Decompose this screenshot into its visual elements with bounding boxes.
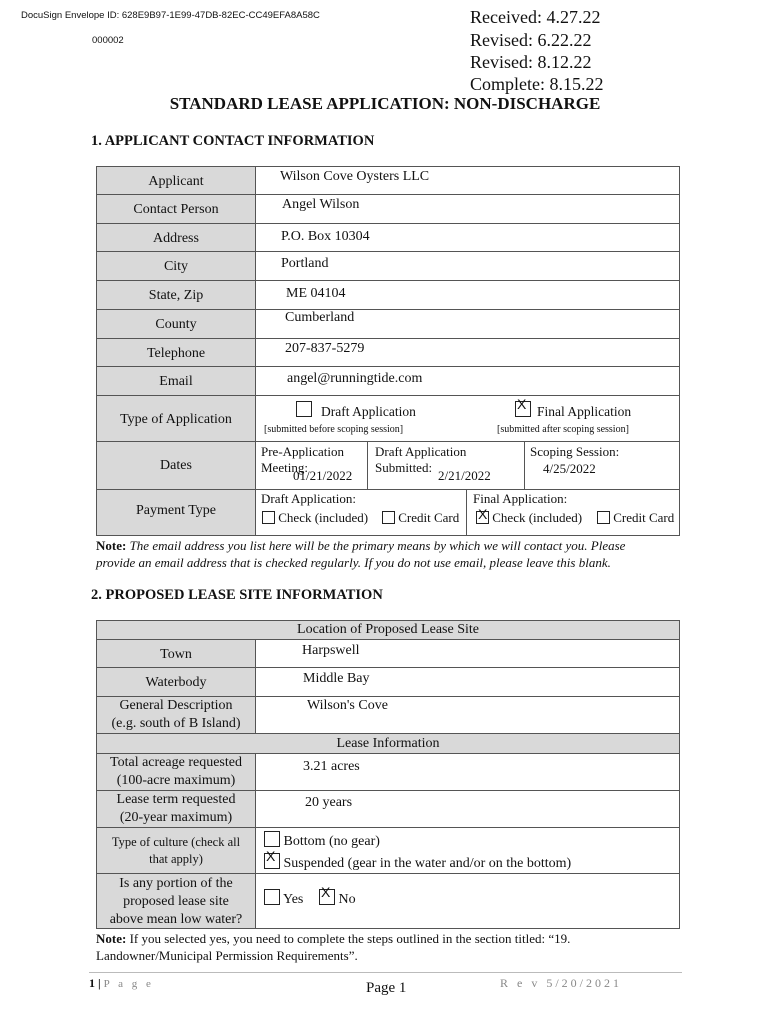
- county-value[interactable]: Cumberland: [285, 310, 355, 325]
- state-zip-label: State, Zip: [148, 288, 204, 303]
- draft-credit-checkbox[interactable]: [382, 511, 395, 524]
- draft-credit-label: Credit Card: [398, 510, 460, 525]
- email-note: [96, 538, 696, 571]
- address-label: Address: [153, 231, 199, 246]
- footer-divider: [89, 972, 682, 973]
- note-text-line-1: The email address you list here will be the primary means by which we will contact you. Please: [129, 538, 626, 553]
- portion-yes-checkbox[interactable]: [264, 889, 280, 905]
- lease-term-value[interactable]: 20 years: [305, 795, 353, 810]
- culture-suspended-option[interactable]: [264, 848, 572, 872]
- payment-type-label: Payment Type: [135, 503, 217, 518]
- contact-person-value[interactable]: Angel Wilson: [282, 197, 360, 212]
- portion-above-label-2: proposed lease site: [123, 894, 229, 909]
- applicant-label: Applicant: [148, 174, 204, 189]
- email-value[interactable]: angel@runningtide.com: [287, 371, 423, 386]
- draft-check-label: Check (included): [278, 510, 369, 525]
- final-check-checkbox[interactable]: [476, 506, 489, 524]
- draft-submitted-date[interactable]: 2/21/2022: [438, 468, 491, 483]
- draft-submitted-label: Draft Application: [375, 444, 467, 459]
- general-description-label: General Description: [119, 698, 233, 713]
- scoping-session-label: Scoping Session:: [530, 444, 620, 459]
- final-payment-credit-option[interactable]: [597, 510, 674, 526]
- waterbody-value[interactable]: Middle Bay: [303, 671, 370, 686]
- portion-no-checkbox[interactable]: [319, 884, 335, 905]
- section-1-heading: 1. APPLICANT CONTACT INFORMATION: [91, 133, 375, 149]
- draft-payment-heading: Draft Application:: [261, 491, 356, 506]
- culture-bottom-checkbox[interactable]: [264, 831, 280, 847]
- telephone-label: Telephone: [146, 346, 206, 361]
- document-number: 000002: [92, 35, 124, 46]
- telephone-value[interactable]: 207-837-5279: [285, 341, 365, 356]
- portion-above-label: Is any portion of the: [119, 876, 233, 891]
- checkmark-x-icon: X: [478, 506, 488, 522]
- stamp-received: Received: 4.27.22: [470, 7, 601, 27]
- acreage-value[interactable]: 3.21 acres: [303, 759, 360, 774]
- stamp-revised-2: Revised: 8.12.22: [470, 52, 592, 72]
- note-text-line-2: provide an email address that is checked regularly. If you do not use email, please leave this blank.: [96, 554, 611, 570]
- city-value[interactable]: Portland: [281, 256, 329, 271]
- page-number: 1: [89, 976, 95, 990]
- acreage-maximum-label: (100-acre maximum): [116, 773, 236, 788]
- city-label: City: [163, 259, 189, 274]
- county-label: County: [155, 317, 197, 332]
- final-application-note: [submitted after scoping session]: [497, 424, 629, 435]
- culture-type-label: Type of culture (check all: [111, 835, 241, 849]
- culture-suspended-label: Suspended (gear in the water and/or on the bottom): [283, 856, 572, 871]
- portion-no-option[interactable]: [319, 884, 356, 908]
- draft-submitted-sublabel: Submitted:: [375, 460, 433, 475]
- page-word: P a g e: [103, 978, 154, 990]
- portion-yes-label: Yes: [282, 892, 304, 907]
- portion-yes-option[interactable]: [264, 889, 303, 908]
- pre-application-label: Pre-Application: [261, 444, 345, 459]
- portion-no-label: No: [338, 892, 356, 907]
- final-credit-checkbox[interactable]: [597, 511, 610, 524]
- page-label: Page 1: [366, 980, 407, 996]
- draft-application-checkbox[interactable]: [296, 401, 312, 420]
- location-header: Location of Proposed Lease Site: [297, 622, 479, 637]
- draft-application-option: Draft Application: [321, 404, 416, 419]
- general-description-value[interactable]: Wilson's Cove: [307, 698, 388, 713]
- checkmark-x-icon: X: [321, 884, 331, 900]
- note-bold: Note:: [96, 538, 127, 553]
- lease-term-label: Lease term requested: [116, 792, 236, 807]
- general-description-example: (e.g. south of B Island): [111, 716, 241, 731]
- lease-term-maximum-label: (20-year maximum): [119, 810, 233, 825]
- waterbody-label: Waterbody: [145, 675, 207, 690]
- applicant-value[interactable]: Wilson Cove Oysters LLC: [280, 169, 430, 184]
- note-bold: Note:: [96, 931, 127, 946]
- culture-suspended-checkbox[interactable]: [264, 848, 280, 869]
- footer-page-number: 1 | P a g e: [89, 976, 154, 990]
- permission-note: [96, 931, 696, 964]
- draft-application-note: [submitted before scoping session]: [264, 424, 404, 435]
- scoping-session-date[interactable]: 4/25/2022: [543, 461, 596, 476]
- draft-check-checkbox[interactable]: [262, 511, 275, 524]
- final-application-option: Final Application: [537, 404, 632, 419]
- final-payment-check-option[interactable]: [476, 506, 583, 526]
- note-line-2: Landowner/Municipal Permission Requirements”.: [96, 947, 358, 963]
- pre-application-meeting-label: Meeting:: [261, 460, 308, 475]
- checkmark-x-icon: X: [517, 396, 527, 412]
- checkmark-x-icon: X: [266, 848, 276, 864]
- envelope-id: DocuSign Envelope ID: 628E9B97-1E99-47DB-82EC-CC49EFA8A58C: [21, 10, 320, 21]
- town-label: Town: [160, 647, 192, 662]
- culture-bottom-label: Bottom (no gear): [283, 834, 380, 849]
- stamp-complete: Complete: 8.15.22: [470, 74, 604, 94]
- final-credit-label: Credit Card: [613, 510, 675, 525]
- total-acreage-label: Total acreage requested: [110, 755, 242, 770]
- final-payment-heading: Final Application:: [473, 491, 568, 506]
- draft-payment-credit-option[interactable]: [382, 510, 459, 526]
- final-application-checkbox[interactable]: [515, 396, 531, 420]
- final-check-label: Check (included): [492, 510, 583, 525]
- pre-application-date[interactable]: 01/21/2022: [293, 468, 353, 483]
- note-line-1: If you selected yes, you need to complete the steps outlined in the section titled: “19.: [126, 931, 571, 946]
- page-title: STANDARD LEASE APPLICATION: NON-DISCHARGE: [169, 94, 601, 113]
- type-of-application-label: Type of Application: [120, 412, 232, 427]
- culture-type-sublabel: that apply): [149, 852, 203, 866]
- portion-above-label-3: above mean low water?: [109, 912, 243, 927]
- town-value[interactable]: Harpswell: [302, 643, 360, 658]
- email-label: Email: [159, 374, 193, 389]
- contact-person-label: Contact Person: [133, 202, 219, 217]
- stamp-revised-1: Revised: 6.22.22: [470, 30, 592, 50]
- draft-payment-check-option[interactable]: [262, 510, 368, 526]
- address-value[interactable]: P.O. Box 10304: [281, 229, 370, 244]
- dates-label: Dates: [160, 458, 192, 473]
- section-2-heading: 2. PROPOSED LEASE SITE INFORMATION: [91, 587, 383, 603]
- culture-bottom-option[interactable]: [264, 831, 380, 850]
- revision-label: R e v 5/20/2021: [500, 976, 622, 990]
- state-zip-value[interactable]: ME 04104: [286, 286, 346, 301]
- lease-information-header: Lease Information: [336, 736, 440, 751]
